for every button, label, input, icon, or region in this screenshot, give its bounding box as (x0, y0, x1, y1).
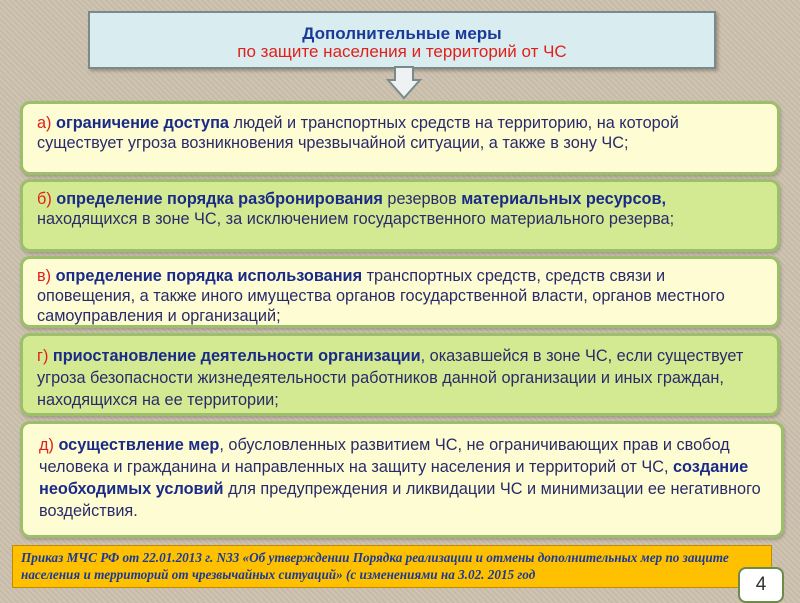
item-letter: в) (37, 267, 56, 285)
page-number-badge: 4 (738, 567, 784, 603)
legal-reference-footer: Приказ МЧС РФ от 22.01.2013 г. N33 «Об утверждении Порядка реализации и отмены дополнительных мер по защите населения и территорий от чрезвычайных ситуаций» (с изменениями на 3.02. 2015 год (12, 545, 772, 588)
title-box (88, 11, 716, 69)
item-keyphrase: определение порядка использования (55, 267, 363, 285)
item-letter: б) (37, 190, 57, 208)
item-letter: а) (37, 114, 57, 132)
measure-card-b (20, 179, 780, 252)
page-title: Дополнительные меры (302, 24, 502, 43)
item-keyphrase: ограничение доступа (56, 114, 229, 132)
item-text-2: для предупреждения и ликвидации ЧС и минимизации ее негативного воздействия. (39, 480, 761, 520)
down-arrow-icon (386, 66, 422, 100)
item-text: , оказавшейся в зоне ЧС, если существует угроза безопасности жизнедеятельности работников данной организации и иных граждан, находящихся на ее территории; (37, 347, 744, 409)
item-text-2: находящихся в зоне ЧС, за исключением государственного материального резерва; (37, 210, 675, 228)
item-keyphrase-2: создание необходимых условий (39, 458, 749, 498)
item-letter: г) (37, 347, 53, 365)
item-keyphrase: осуществление мер (58, 436, 220, 454)
item-keyphrase-2: материальных ресурсов, (461, 190, 667, 208)
item-keyphrase: приостановление деятельности организации (52, 347, 421, 365)
item-letter: д) (39, 436, 59, 454)
measure-card-a (20, 101, 780, 175)
measure-card-e (20, 421, 784, 538)
item-text: резервов (382, 190, 462, 208)
item-text: транспортных средств, средств связи и оповещения, а также иного имущества органов государственной власти, органов местного самоуправления и организаций; (37, 267, 725, 325)
item-text: людей и транспортных средств на территорию, на которой существует угроза возникновения чрезвычайной ситуации, а также в зону ЧС; (37, 114, 679, 152)
page-subtitle: по защите населения и территорий от ЧС (237, 42, 567, 61)
measure-card-d (20, 333, 780, 416)
item-text: , обусловленных развитием ЧС, не ограничивающих прав и свобод человека и гражданина и направленных на защиту населения и территорий от ЧС, (39, 436, 730, 476)
item-keyphrase: определение порядка разбронирования (56, 190, 383, 208)
measure-card-c (20, 256, 780, 328)
